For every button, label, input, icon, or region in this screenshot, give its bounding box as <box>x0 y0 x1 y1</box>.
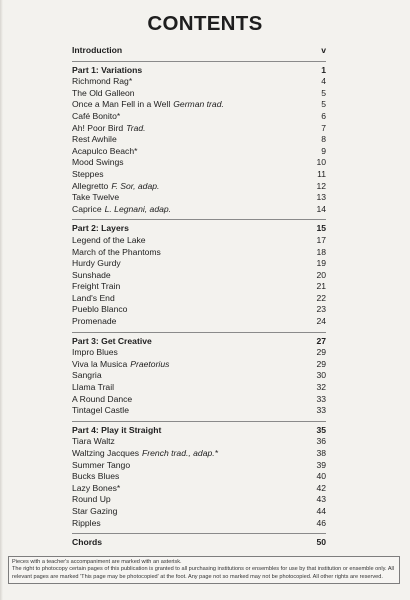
toc-entry-title: Viva la Musica <box>72 358 128 369</box>
toc-entry-title-wrap <box>72 304 306 316</box>
toc-entry-title: Land's End <box>72 292 115 303</box>
toc-entry-title: Chords <box>72 537 103 548</box>
toc-entry-title: Once a Man Fell in a Well <box>72 99 171 110</box>
toc-entry-title-wrap <box>72 247 306 259</box>
toc-entry-title: Ripples <box>72 517 101 528</box>
toc-entry[interactable] <box>72 270 326 282</box>
toc-part-page: 1 <box>321 64 326 75</box>
toc-entry-title: Lazy Bones* <box>72 482 121 493</box>
toc-entry-title-wrap <box>72 88 306 100</box>
toc-entry-title: Pueblo Blanco <box>72 304 128 315</box>
toc-part-title: Part 2: Layers <box>72 223 129 234</box>
toc-entry[interactable] <box>72 247 326 259</box>
toc-entry[interactable] <box>72 99 326 111</box>
toc-entry-title-wrap <box>72 405 306 417</box>
toc-entry-arranger-note: German trad. <box>173 99 224 110</box>
toc-entry-page: 40 <box>316 471 326 482</box>
toc-entry-title: Freight Train <box>72 281 121 292</box>
toc-entry-arranger-note: L. Legnani, adap. <box>104 203 172 214</box>
toc-entry[interactable] <box>72 359 326 371</box>
toc-entry-title-wrap <box>72 293 306 305</box>
toc-entry[interactable] <box>72 436 326 448</box>
toc-entry-title: Sangria <box>72 370 102 381</box>
toc-entry-page: v <box>321 45 326 55</box>
toc-entry-page: 10 <box>316 157 326 168</box>
toc-entry-title-wrap <box>72 204 306 216</box>
toc-entry-title-wrap <box>72 448 306 460</box>
toc-entry-title: Acapulco Beach* <box>72 145 138 156</box>
toc-entry-title-wrap <box>72 506 306 518</box>
toc-entry-title: Bucks Blues <box>72 471 120 482</box>
toc-entry-title: Steppes <box>72 168 104 179</box>
section-divider <box>72 421 326 422</box>
toc-entry-arranger-note: Trad. <box>126 122 146 133</box>
toc-entry-title-wrap <box>72 316 306 328</box>
toc-entry[interactable] <box>72 316 326 328</box>
toc-entry-title-wrap <box>72 347 306 359</box>
toc-entry-page: 5 <box>321 87 326 98</box>
photocopy-notice: The right to photocopy certain pages of this publication is granted to all purchasing institutions or ensembles for use by that institution or ensemble only. All relevant pages are marked 'This page may be photocopied' at the foot. Any page not so marked may not be photocopied. All other rights are reserved. <box>12 566 395 580</box>
toc-part-heading[interactable] <box>72 223 326 235</box>
toc-entry-page: 30 <box>316 370 326 381</box>
toc-entry-title: Promenade <box>72 316 117 327</box>
toc-entry-title: Caprice <box>72 203 102 214</box>
toc-entry[interactable] <box>72 134 326 146</box>
toc-entry[interactable] <box>72 281 326 293</box>
parts-list <box>72 65 326 535</box>
toc-part-title: Part 3: Get Creative <box>72 335 152 346</box>
toc-entry-page: 38 <box>316 448 326 458</box>
toc-part-title: Part 1: Variations <box>72 64 143 75</box>
toc-entry-page: 29 <box>316 347 326 358</box>
toc-entry-introduction[interactable] <box>72 45 326 57</box>
toc-entry-title-wrap <box>72 394 306 406</box>
toc-entry-title: Impro Blues <box>72 347 118 358</box>
toc-entry[interactable] <box>72 192 326 204</box>
asterisk-note: Pieces with a teacher's accompaniment are marked with an asterisk. <box>12 559 182 565</box>
toc-entry-page: 44 <box>316 505 326 516</box>
toc-entry-page: 32 <box>316 382 326 393</box>
toc-entry-title: Tiara Waltz <box>72 436 115 447</box>
section-divider <box>72 332 326 333</box>
toc-entry-title-wrap <box>72 460 306 472</box>
toc-entry-title-wrap <box>72 494 306 506</box>
toc-entry-title: Summer Tango <box>72 459 131 470</box>
toc-entry-title: Sunshade <box>72 269 111 280</box>
section-divider <box>72 61 326 62</box>
toc-entry-title-wrap <box>72 518 306 530</box>
toc-entry-title-wrap <box>72 146 306 158</box>
page-edge-shadow <box>0 0 3 600</box>
toc-entry-title: Richmond Rag* <box>72 76 133 87</box>
toc-entry-page: 22 <box>316 292 326 303</box>
toc-entry-title: Rest Awhile <box>72 134 117 145</box>
toc-entry-title-wrap <box>72 370 306 382</box>
toc-entry-page: 12 <box>316 180 326 191</box>
toc-entry-title-wrap <box>72 436 306 448</box>
toc-entry-title-wrap <box>72 169 306 181</box>
toc-entry[interactable] <box>72 111 326 123</box>
toc-entry-title: Tintagel Castle <box>72 405 130 416</box>
toc-part-page: 35 <box>316 424 326 435</box>
section-divider <box>72 219 326 220</box>
toc-entry-page: 17 <box>316 234 326 245</box>
section-divider <box>72 533 326 534</box>
toc-entry-page: 4 <box>321 76 326 87</box>
toc-entry-arranger-note: F. Sor, adap. <box>111 180 160 191</box>
toc-entry-title-wrap <box>72 483 306 495</box>
toc-entry[interactable] <box>72 204 326 216</box>
toc-entry-title-wrap <box>72 134 306 146</box>
toc-entry-page: 9 <box>321 145 326 156</box>
toc-entry-title: Waltzing Jacques <box>72 448 140 458</box>
toc-entry-title: Llama Trail <box>72 382 115 393</box>
toc-entry-page: 39 <box>316 459 326 470</box>
toc-entry-title-wrap <box>72 111 306 123</box>
toc-entry[interactable] <box>72 347 326 359</box>
toc-entry-title-wrap <box>72 157 306 169</box>
toc-entry-title: Allegretto <box>72 180 109 191</box>
toc-entry-page: 50 <box>316 537 326 548</box>
copyright-notice <box>8 556 400 584</box>
toc-entry-title-wrap <box>72 123 306 135</box>
toc-part-page: 27 <box>316 335 326 346</box>
toc-entry-page: 11 <box>317 168 326 179</box>
toc-entry[interactable] <box>72 169 326 181</box>
toc-part-title: Part 4: Play it Straight <box>72 424 162 435</box>
toc-entry[interactable] <box>72 460 326 472</box>
toc-entry-page: 42 <box>316 482 326 493</box>
toc-entry[interactable] <box>72 235 326 247</box>
toc-entry-title-wrap <box>72 192 306 204</box>
toc-entry-page: 13 <box>316 192 326 203</box>
toc-entry-page: 5 <box>321 99 326 110</box>
toc-entry-page: 19 <box>316 258 326 269</box>
toc-entry[interactable] <box>72 483 326 495</box>
toc-entry[interactable] <box>72 494 326 506</box>
toc-entry-title-wrap <box>72 76 306 88</box>
toc-entry-arranger-note: Praetorius <box>130 358 170 369</box>
toc-entry-page: 20 <box>316 269 326 280</box>
toc-entry-page: 29 <box>316 358 326 369</box>
toc-entry-title-wrap <box>72 258 306 270</box>
toc-entry[interactable] <box>72 181 326 193</box>
toc-part-heading[interactable] <box>72 425 326 437</box>
toc-entry[interactable] <box>72 370 326 382</box>
toc-entry-title-wrap <box>72 471 306 483</box>
toc-entry-title-wrap <box>72 281 306 293</box>
toc-entry-title: Mood Swings <box>72 157 124 168</box>
toc-entry-page: 46 <box>316 517 326 528</box>
toc-entry[interactable] <box>72 471 326 483</box>
toc-entry[interactable] <box>72 518 326 530</box>
toc-entry[interactable] <box>72 157 326 169</box>
toc-entry-page: 33 <box>316 405 326 416</box>
toc-entry-page: 33 <box>316 393 326 404</box>
toc-entry[interactable] <box>72 405 326 417</box>
toc-entry-title: A Round Dance <box>72 393 133 404</box>
toc-entry-title-wrap <box>72 359 306 371</box>
toc-entry-page: 21 <box>316 281 326 292</box>
toc-entry-page: 24 <box>316 316 326 327</box>
toc-entry-title-wrap <box>72 181 306 193</box>
toc-entry[interactable] <box>72 123 326 135</box>
toc-entry[interactable] <box>72 88 326 100</box>
toc-part-page: 15 <box>316 223 326 234</box>
toc-entry-page: 6 <box>321 110 326 121</box>
toc-entry[interactable] <box>72 304 326 316</box>
toc-entry-chords[interactable] <box>72 537 326 549</box>
toc-entry-title: The Old Galleon <box>72 87 135 98</box>
toc-entry-title: Hurdy Gurdy <box>72 258 121 269</box>
toc-entry-page: 14 <box>316 203 326 214</box>
toc-entry-title-wrap <box>72 99 306 111</box>
toc-entry-page: 36 <box>316 436 326 447</box>
toc-entry-title-wrap <box>72 382 306 394</box>
toc-entry-page: 43 <box>316 494 326 505</box>
toc-entry[interactable] <box>72 394 326 406</box>
toc-entry-title: Introduction <box>72 45 123 55</box>
toc-entry-title: Café Bonito* <box>72 110 121 121</box>
toc-entry-arranger-note: French trad., adap.* <box>142 448 218 458</box>
toc-part-heading[interactable] <box>72 65 326 77</box>
toc-entry[interactable] <box>72 146 326 158</box>
toc-entry-title: Round Up <box>72 494 111 505</box>
toc-entry-page: 7 <box>321 122 326 133</box>
toc-entry-title: Take Twelve <box>72 192 120 203</box>
table-of-contents <box>72 45 326 549</box>
toc-entry[interactable] <box>72 448 326 460</box>
toc-entry-page: 23 <box>316 304 326 315</box>
toc-entry-page: 8 <box>321 134 326 145</box>
toc-entry[interactable] <box>72 76 326 88</box>
toc-entry-title-wrap <box>72 270 306 282</box>
toc-entry-title: Star Gazing <box>72 505 118 516</box>
toc-entry-title: Ah! Poor Bird <box>72 122 124 133</box>
toc-entry[interactable] <box>72 382 326 394</box>
toc-entry[interactable] <box>72 293 326 305</box>
toc-entry[interactable] <box>72 258 326 270</box>
toc-entry-title: March of the Phantoms <box>72 246 161 257</box>
toc-entry[interactable] <box>72 506 326 518</box>
toc-entry-page: 18 <box>316 246 326 257</box>
toc-entry-title-wrap <box>72 235 306 247</box>
toc-part-heading[interactable] <box>72 336 326 348</box>
toc-entry-title: Legend of the Lake <box>72 234 146 245</box>
page-title: CONTENTS <box>147 12 263 35</box>
